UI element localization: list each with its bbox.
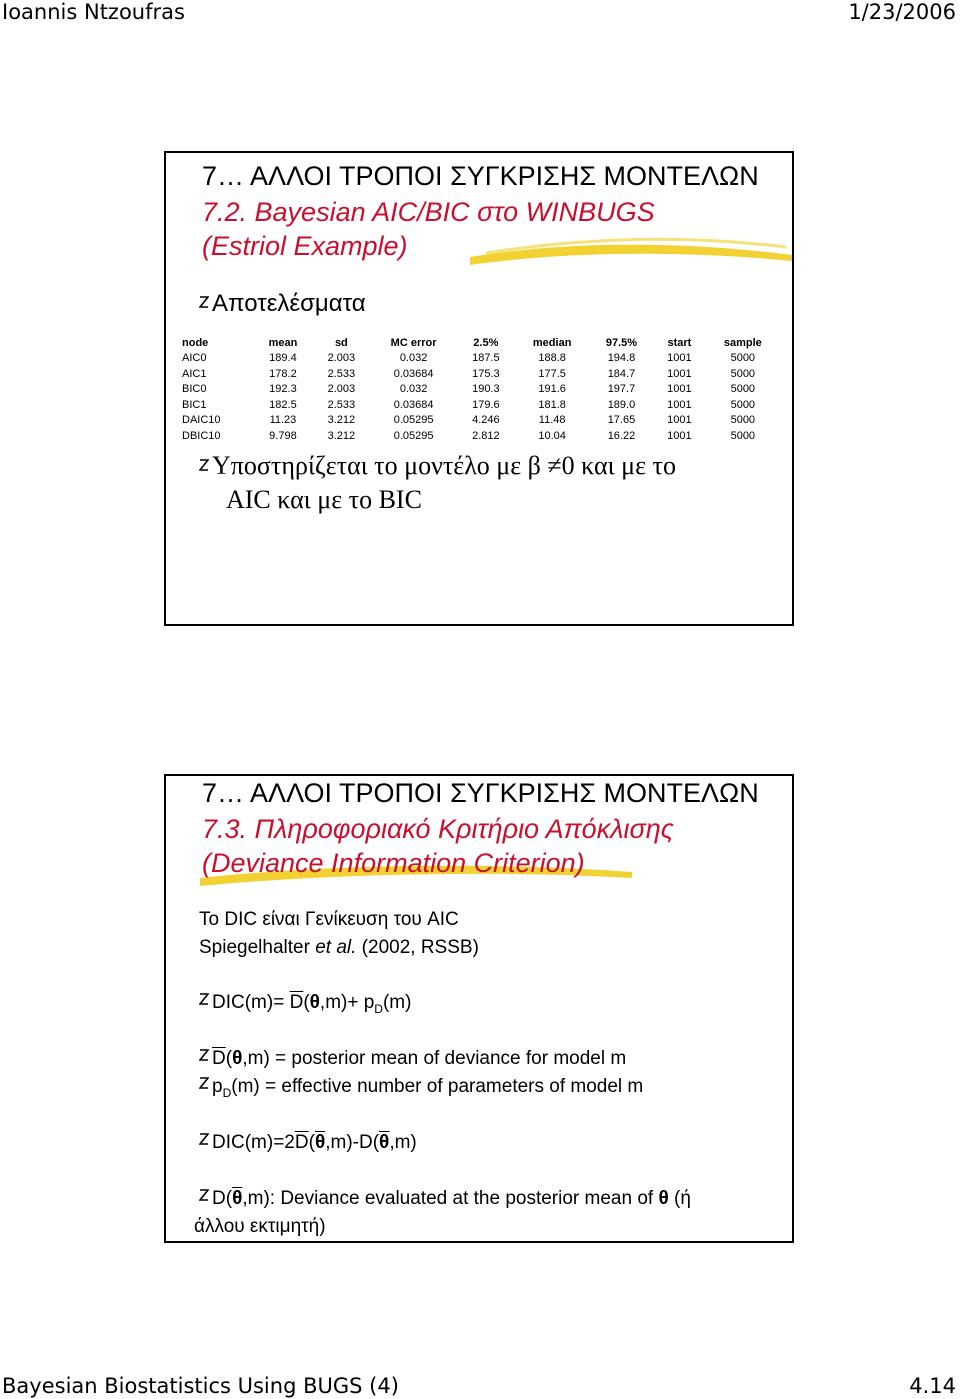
table-cell: 2.533 — [327, 398, 356, 411]
bullet-conclusion: Υποστηρίζεται το μοντέλο με β ≠0 και με το — [199, 449, 676, 483]
table-cell: 3.212 — [327, 414, 356, 427]
table-cell: 0.03684 — [393, 398, 434, 411]
slide-dic — [164, 774, 794, 1243]
table-cell: 179.6 — [472, 398, 500, 411]
table-cell: BIC1 — [182, 398, 207, 411]
table-cell: 0.032 — [399, 383, 428, 396]
table-cell: 187.5 — [472, 352, 500, 365]
table-cell: 0.05295 — [393, 414, 434, 427]
column-header: 97.5% — [605, 336, 638, 349]
footer-page-number: 4.14 — [909, 1374, 956, 1398]
table-cell: 184.7 — [607, 367, 636, 380]
column-header: sd — [334, 336, 348, 349]
table-cell: 1001 — [667, 352, 692, 365]
table-cell: 5000 — [730, 383, 756, 396]
results-table — [178, 335, 780, 444]
column-header: node — [182, 336, 209, 349]
table-cell: 0.05295 — [393, 429, 434, 442]
bullet-z-icon — [199, 992, 209, 1006]
table-cell: BIC0 — [182, 383, 207, 396]
column-header: MC error — [390, 336, 437, 349]
table-cell: 175.3 — [472, 367, 500, 380]
table-row — [178, 382, 780, 398]
bullet-z-icon — [199, 295, 209, 309]
table-cell: 2.003 — [327, 383, 356, 396]
dic-formula: $DIC(m)= \overline{D}(\theta,m)+ p_D(m)$ — [199, 989, 411, 1023]
table-cell: 1001 — [667, 414, 692, 427]
bullet-effective-parameters: $p_D(m)$ = effective number of parameters of model m — [199, 1073, 643, 1107]
bullet-results: Αποτελέσματα — [199, 289, 366, 319]
dic-intro: Το DIC είναι Γενίκευση του AIC — [199, 909, 459, 930]
table-row — [178, 351, 780, 367]
table-cell: 190.3 — [472, 383, 500, 396]
table-cell: 2.533 — [327, 367, 356, 380]
table-cell: 182.5 — [269, 398, 297, 411]
table-cell: AIC0 — [182, 352, 207, 365]
bullet-posterior-mean-deviance: $\overline{D}(\theta,m)$ = posterior mean of deviance for model m — [199, 1045, 626, 1073]
table-cell: 189.0 — [607, 398, 636, 411]
slide1-title-line1: 7… ΑΛΛΟΙ ΤΡΟΠΟΙ ΣΥΓΚΡΙΣΗΣ ΜΟΝΤΕΛΩΝ — [202, 161, 759, 191]
column-header: mean — [268, 336, 298, 349]
column-header: sample — [723, 336, 762, 349]
table-cell: AIC1 — [182, 367, 207, 380]
table-cell: 9.798 — [269, 429, 297, 442]
footer-course: Bayesian Biostatistics Using BUGS (4) — [2, 1374, 399, 1398]
bullet-deviance-at-mean: $D(\overline{\theta},m)$: Deviance evaluated at the posterior mean of θ (ή — [199, 1185, 691, 1213]
bullet-z-icon — [199, 1048, 209, 1062]
header-author: Ioannis Ntzoufras — [2, 0, 185, 24]
slide2-title-line1: 7… ΑΛΛΟΙ ΤΡΟΠΟΙ ΣΥΓΚΡΙΣΗΣ ΜΟΝΤΕΛΩΝ — [202, 778, 759, 808]
table-header-row — [178, 335, 780, 351]
bullet-z-icon — [199, 1076, 209, 1090]
bullet-z-icon — [199, 458, 209, 472]
table-cell: 2.003 — [327, 352, 356, 365]
bullet-z-icon — [199, 1188, 209, 1202]
slide1-title-line3: (Estriol Example) — [202, 231, 408, 261]
slide-bayesian-aic-bic — [164, 151, 794, 626]
table-row — [178, 366, 780, 382]
header-date: 1/23/2006 — [848, 0, 956, 24]
table-body — [178, 351, 780, 444]
table-cell: 11.48 — [538, 414, 566, 427]
table-cell: 5000 — [730, 414, 756, 427]
deviance-at-mean-continuation: άλλου εκτιμητή) — [194, 1216, 326, 1237]
conclusion-continuation: AIC και με το BIC — [226, 485, 422, 514]
table-cell: 10.04 — [538, 429, 566, 442]
table-cell: 192.3 — [269, 383, 297, 396]
table-cell: 3.212 — [327, 429, 356, 442]
dic-alternative-formula: $DIC(m)=2\overline{D}(\overline{\theta},m)-D(\overline{\theta},m)$ — [199, 1129, 417, 1157]
table-cell: 5000 — [730, 352, 756, 365]
table-cell: 16.22 — [607, 429, 636, 442]
title-underline-swoosh-icon — [466, 231, 796, 271]
bullet-z-icon — [199, 1132, 209, 1146]
table-cell: 5000 — [730, 367, 756, 380]
slide2-title-line2: 7.3. Πληροφοριακό Κριτήριο Απόκλισης — [202, 814, 674, 844]
table-cell: 4.246 — [472, 414, 500, 427]
table-cell: 188.8 — [538, 352, 566, 365]
table-cell: 5000 — [730, 398, 756, 411]
table-cell: 194.8 — [607, 352, 636, 365]
dic-reference: Spiegelhalter et al. (2002, RSSB) — [199, 937, 479, 958]
table-row — [178, 413, 780, 429]
slide1-title-line2: 7.2. Bayesian AIC/BIC στο WINBUGS — [202, 197, 655, 227]
table-cell: 197.7 — [607, 383, 636, 396]
table-cell: 17.65 — [607, 414, 636, 427]
table-row — [178, 397, 780, 413]
table-cell: 1001 — [667, 383, 692, 396]
table-cell: 1001 — [667, 398, 692, 411]
table-cell: 11.23 — [269, 414, 297, 427]
table-cell: DAIC10 — [182, 414, 221, 427]
table-cell: 1001 — [667, 429, 692, 442]
table-cell: 181.8 — [538, 398, 566, 411]
table-cell: 189.4 — [269, 352, 297, 365]
column-header: median — [532, 336, 572, 349]
table-cell: DBIC10 — [182, 429, 221, 442]
table-cell: 0.03684 — [393, 367, 434, 380]
table-cell: 5000 — [730, 429, 756, 442]
table-cell: 2.812 — [472, 429, 500, 442]
column-header: start — [667, 336, 692, 349]
table-cell: 178.2 — [269, 367, 297, 380]
table-cell: 177.5 — [538, 367, 566, 380]
table-cell: 1001 — [667, 367, 692, 380]
table-cell: 191.6 — [538, 383, 566, 396]
table-cell: 0.032 — [399, 352, 428, 365]
slide2-title-line3: (Deviance Information Criterion) — [202, 848, 585, 878]
table-row — [178, 428, 780, 444]
column-header: 2.5% — [473, 336, 499, 349]
